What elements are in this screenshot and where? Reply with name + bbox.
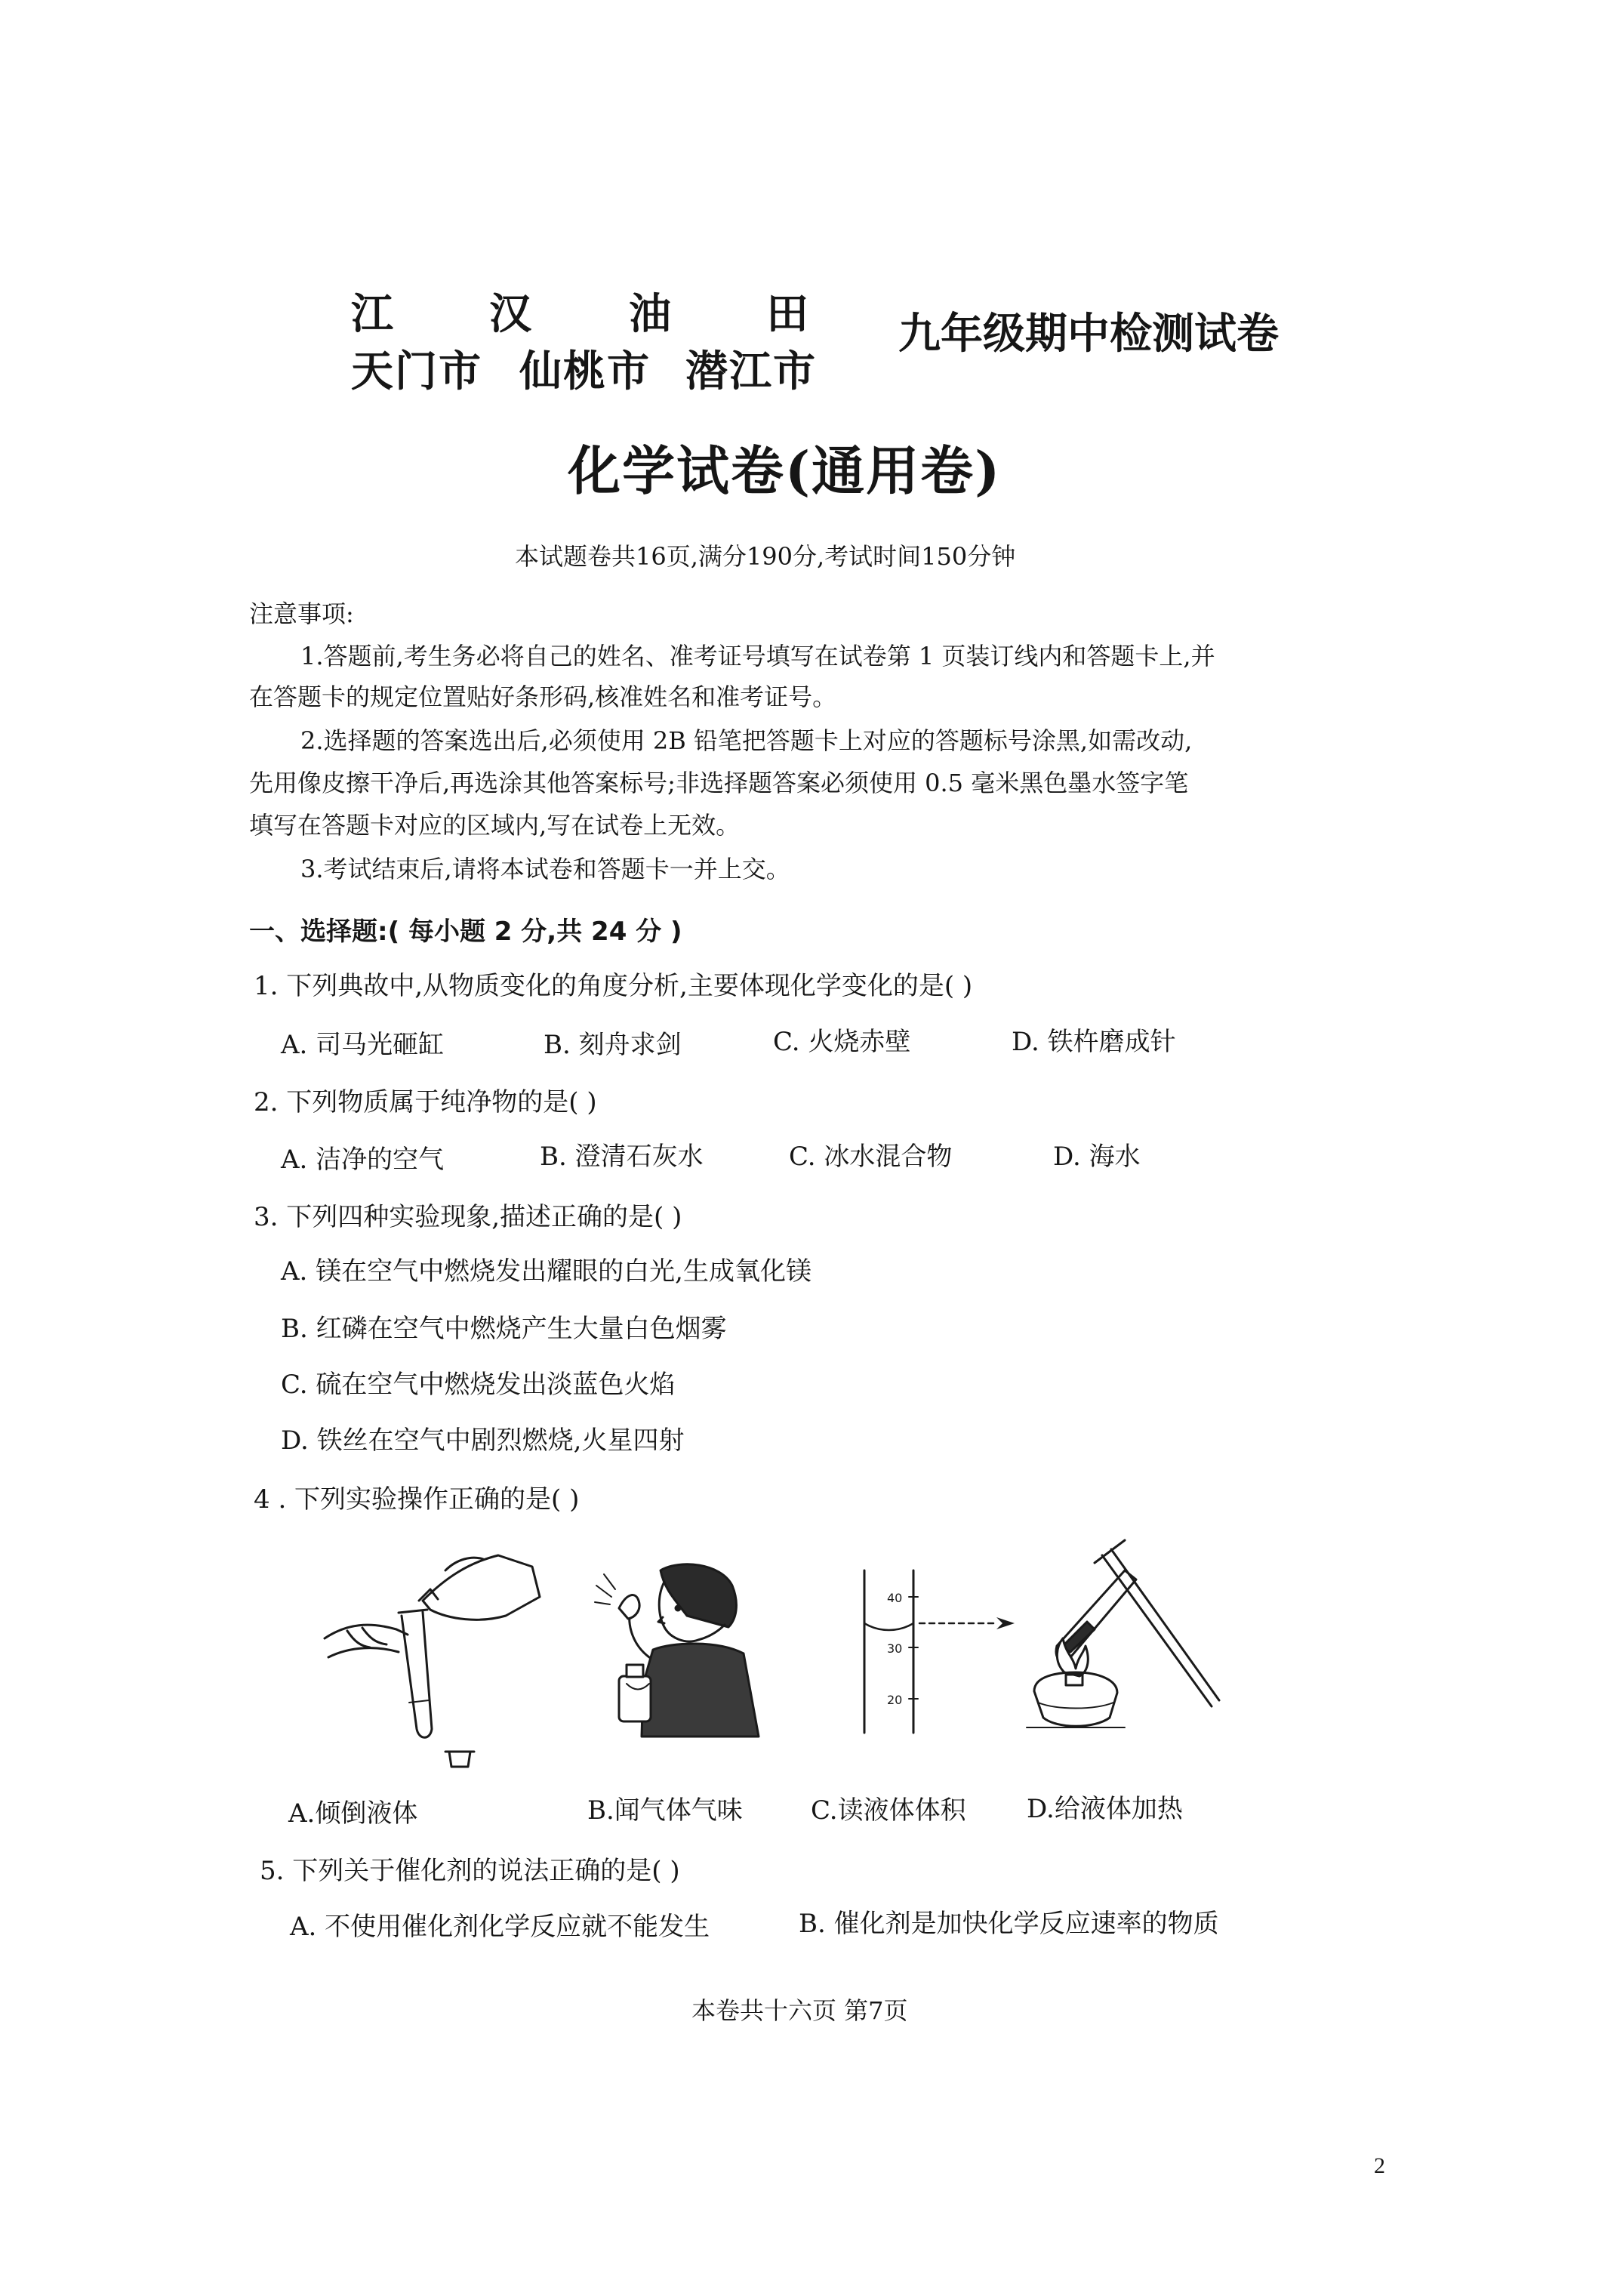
q4-caption-c: C.读液体体积 [811,1795,966,1826]
q1-option-d: D. 铁杵磨成针 [1012,1027,1176,1057]
q5-stem: 5. 下列关于催化剂的说法正确的是( ) [260,1856,680,1886]
notice-item2-line3: 填写在答题卡对应的区域内,写在试卷上无效。 [249,811,741,840]
q5-option-b: B. 催化剂是加快化学反应速率的物质 [799,1909,1219,1939]
cylinder-tick-30: 30 [887,1641,903,1656]
q4-caption-b: B.闻气体气味 [587,1795,743,1826]
figure-smell-gas [589,1555,762,1744]
q1-option-c: C. 火烧赤壁 [773,1027,911,1057]
q1-option-b: B. 刻舟求剑 [544,1030,682,1060]
q3-stem: 3. 下列四种实验现象,描述正确的是( ) [254,1202,682,1232]
exam-name: 九年级期中检测试卷 [898,309,1279,359]
q4-stem: 4 . 下列实验操作正确的是( ) [254,1484,580,1515]
q2-option-b: B. 澄清石灰水 [540,1142,704,1172]
page-info: 本卷共十六页 第7页 [691,1996,908,2025]
subject-title: 化学试卷(通用卷) [568,439,1002,502]
notice-item1-line1: 1.答题前,考生务必将自己的姓名、准考证号填写在试卷第 1 页装订线内和答题卡上,并 [300,642,1215,670]
q3-option-d: D. 铁丝在空气中剧烈燃烧,火星四射 [281,1425,685,1456]
q3-option-b: B. 红磷在空气中燃烧产生大量白色烟雾 [281,1314,727,1344]
region-han: 汉 [489,289,533,339]
q3-option-c: C. 硫在空气中燃烧发出淡蓝色火焰 [281,1370,676,1400]
q3-option-a: A. 镁在空气中燃烧发出耀眼的白光,生成氧化镁 [281,1256,812,1287]
q2-option-c: C. 冰水混合物 [789,1142,953,1172]
notice-item3: 3.考试结束后,请将本试卷和答题卡一并上交。 [300,855,790,883]
notice-title: 注意事项: [249,599,354,628]
q5-option-a: A. 不使用催化剂化学反应就不能发生 [290,1912,710,1942]
region-tian: 田 [766,289,810,339]
q1-stem: 1. 下列典故中,从物质变化的角度分析,主要体现化学变化的是( ) [254,971,973,1001]
notice-item1-line2: 在答题卡的规定位置贴好条形码,核准姓名和准考证号。 [249,683,837,711]
figure-pour-liquid [317,1525,544,1774]
notice-item2-line2: 先用像皮擦干净后,再选涂其他答案标号;非选择题答案必须使用 0.5 毫米黑色墨水签字笔 [249,769,1189,797]
region-xiantao: 仙桃市 [519,347,651,396]
region-you: 油 [629,289,673,339]
figure-read-volume [845,1563,1019,1737]
region-qianjiang: 潜江市 [685,347,817,396]
page-number: 2 [1374,2153,1385,2178]
cylinder-tick-40: 40 [887,1591,903,1605]
q2-option-d: D. 海水 [1053,1142,1141,1172]
figure-heat-liquid [1012,1533,1223,1752]
q4-caption-d: D.给液体加热 [1027,1794,1183,1824]
exam-info: 本试题卷共16页,满分190分,考试时间150分钟 [515,542,1016,571]
region-tianmen: 天门市 [351,347,482,396]
q1-option-a: A. 司马光砸缸 [281,1030,445,1060]
q4-caption-a: A.倾倒液体 [288,1798,418,1829]
q2-stem: 2. 下列物质属于纯净物的是( ) [254,1087,597,1117]
cylinder-tick-20: 20 [887,1693,903,1707]
section-title: 一、选择题:( 每小题 2 分,共 24 分 ) [249,917,682,947]
q2-option-a: A. 洁净的空气 [281,1145,445,1175]
region-jiang: 江 [351,289,395,339]
notice-item2-line1: 2.选择题的答案选出后,必须使用 2B 铅笔把答题卡上对应的答题标号涂黑,如需改动, [300,726,1193,755]
